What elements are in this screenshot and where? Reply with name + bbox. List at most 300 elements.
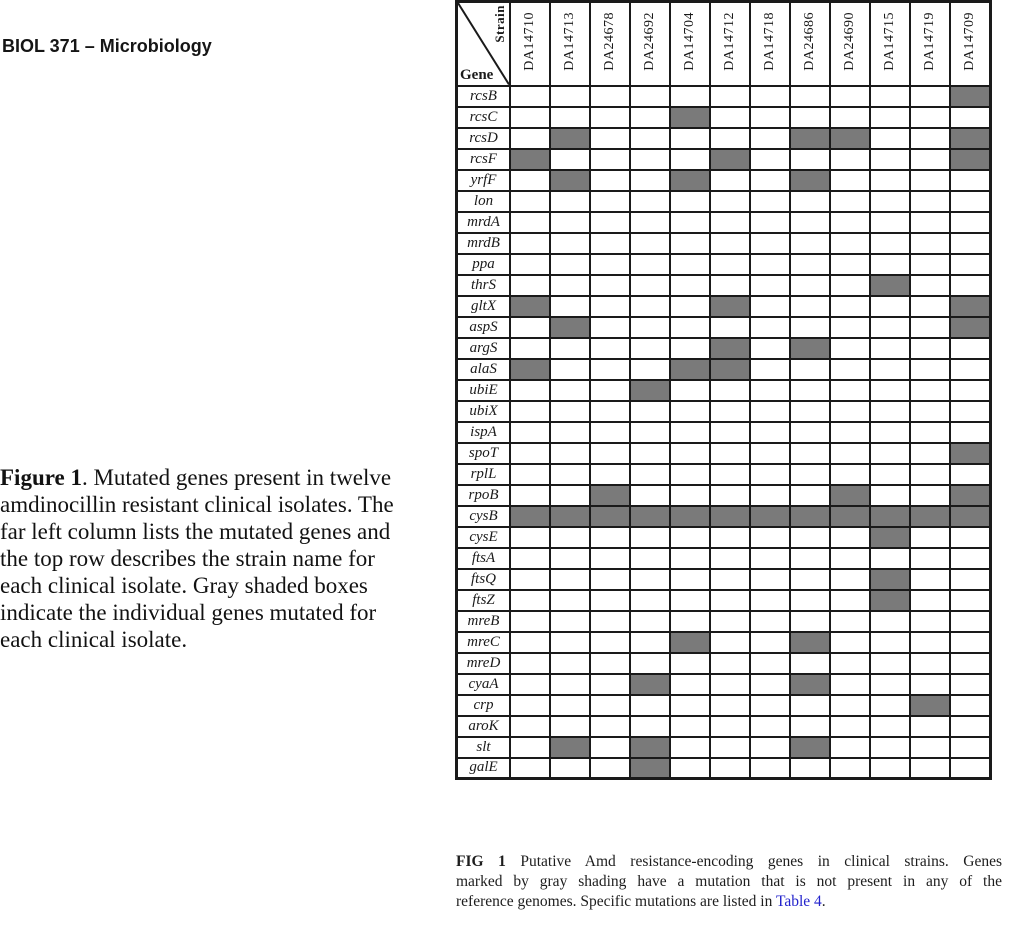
grid-cell	[910, 590, 950, 611]
mutated-cell	[630, 506, 670, 527]
grid-cell	[950, 212, 991, 233]
mutated-cell	[630, 758, 670, 779]
grid-cell	[710, 191, 750, 212]
grid-cell	[870, 443, 910, 464]
grid-cell	[750, 380, 790, 401]
gene-row-ubiE	[457, 380, 991, 401]
fig1-caption-text: reference genomes. Specific mutations are listed in	[456, 893, 776, 910]
strain-label: DA24692	[642, 11, 657, 71]
grid-cell	[910, 212, 950, 233]
grid-cell	[910, 485, 950, 506]
grid-cell	[910, 170, 950, 191]
gene-label: galE	[457, 758, 511, 779]
grid-cell	[830, 86, 870, 107]
grid-cell	[590, 191, 630, 212]
grid-cell	[550, 296, 590, 317]
grid-cell	[910, 758, 950, 779]
grid-cell	[590, 233, 630, 254]
grid-cell	[670, 149, 710, 170]
grid-cell	[670, 443, 710, 464]
grid-cell	[750, 170, 790, 191]
grid-cell	[630, 695, 670, 716]
grid-cell	[950, 275, 991, 296]
mutated-cell	[590, 485, 630, 506]
grid-body	[457, 86, 991, 779]
strain-header-DA14712	[710, 2, 750, 86]
mutated-cell	[790, 674, 830, 695]
grid-cell	[950, 401, 991, 422]
grid-cell	[830, 716, 870, 737]
gene-row-cyaA	[457, 674, 991, 695]
gene-row-cysE	[457, 527, 991, 548]
grid-cell	[710, 380, 750, 401]
grid-cell	[630, 548, 670, 569]
grid-cell	[910, 527, 950, 548]
grid-cell	[670, 254, 710, 275]
grid-cell	[550, 149, 590, 170]
grid-cell	[510, 422, 550, 443]
gene-label: slt	[457, 737, 511, 758]
grid-cell	[550, 275, 590, 296]
mutated-cell	[750, 506, 790, 527]
strain-header-DA24686	[790, 2, 830, 86]
grid-cell	[710, 590, 750, 611]
mutated-cell	[630, 737, 670, 758]
grid-cell	[510, 737, 550, 758]
grid-cell	[830, 611, 870, 632]
grid-cell	[670, 737, 710, 758]
grid-cell	[910, 422, 950, 443]
grid-cell	[910, 653, 950, 674]
grid-header	[457, 2, 991, 86]
grid-cell	[550, 233, 590, 254]
grid-cell	[950, 590, 991, 611]
grid-cell	[790, 233, 830, 254]
mutated-cell	[790, 737, 830, 758]
grid-cell	[710, 128, 750, 149]
grid-cell	[790, 443, 830, 464]
grid-cell	[910, 401, 950, 422]
mutated-cell	[550, 128, 590, 149]
grid-cell	[630, 590, 670, 611]
grid-cell	[870, 632, 910, 653]
mutated-cell	[710, 296, 750, 317]
grid-cell	[910, 380, 950, 401]
grid-cell	[910, 674, 950, 695]
grid-cell	[630, 212, 670, 233]
grid-cell	[790, 380, 830, 401]
gene-label: cyaA	[457, 674, 511, 695]
grid-cell	[910, 611, 950, 632]
mutated-cell	[910, 506, 950, 527]
figure-caption-label: Figure 1	[0, 465, 82, 490]
grid-cell	[590, 317, 630, 338]
grid-cell	[670, 191, 710, 212]
grid-cell	[550, 422, 590, 443]
grid-cell	[590, 674, 630, 695]
grid-cell	[630, 86, 670, 107]
strain-header-DA14713	[550, 2, 590, 86]
grid-cell	[670, 716, 710, 737]
grid-cell	[870, 86, 910, 107]
grid-cell	[870, 653, 910, 674]
gene-label: argS	[457, 338, 511, 359]
strain-header-DA14704	[670, 2, 710, 86]
grid-cell	[950, 107, 991, 128]
grid-cell	[550, 632, 590, 653]
grid-cell	[630, 464, 670, 485]
gene-row-ppa	[457, 254, 991, 275]
gene-row-ubiX	[457, 401, 991, 422]
gene-label: ftsQ	[457, 569, 511, 590]
grid-cell	[910, 191, 950, 212]
gene-label: aroK	[457, 716, 511, 737]
grid-cell	[670, 233, 710, 254]
grid-cell	[750, 401, 790, 422]
corner-strain-label: Strain	[492, 5, 507, 43]
mutated-cell	[670, 632, 710, 653]
strain-header-DA24690	[830, 2, 870, 86]
grid-cell	[870, 338, 910, 359]
mutated-cell	[830, 506, 870, 527]
gene-label: mrdB	[457, 233, 511, 254]
grid-cell	[630, 359, 670, 380]
grid-cell	[790, 296, 830, 317]
grid-cell	[590, 464, 630, 485]
grid-cell	[670, 128, 710, 149]
gene-label: mreB	[457, 611, 511, 632]
mutated-cell	[790, 128, 830, 149]
mutated-cell	[670, 359, 710, 380]
fig1-caption-line	[456, 892, 1002, 912]
gene-row-rcsB	[457, 86, 991, 107]
grid-cell	[590, 338, 630, 359]
grid-cell	[910, 128, 950, 149]
grid-cell	[950, 464, 991, 485]
gene-label: crp	[457, 695, 511, 716]
grid-cell	[710, 737, 750, 758]
grid-cell	[630, 107, 670, 128]
grid-cell	[750, 443, 790, 464]
grid-cell	[590, 611, 630, 632]
grid-cell	[590, 128, 630, 149]
grid-cell	[950, 380, 991, 401]
grid-cell	[950, 569, 991, 590]
grid-cell	[710, 548, 750, 569]
grid-cell	[750, 569, 790, 590]
mutated-cell	[830, 128, 870, 149]
mutated-cell	[870, 590, 910, 611]
grid-cell	[670, 758, 710, 779]
grid-cell	[950, 737, 991, 758]
grid-cell	[670, 548, 710, 569]
grid-cell	[830, 296, 870, 317]
grid-cell	[630, 170, 670, 191]
grid-cell	[750, 695, 790, 716]
grid-cell	[590, 758, 630, 779]
grid-cell	[910, 233, 950, 254]
grid-cell	[870, 359, 910, 380]
grid-cell	[910, 716, 950, 737]
gene-row-rcsC	[457, 107, 991, 128]
grid-cell	[550, 443, 590, 464]
strain-label: DA14718	[762, 11, 777, 71]
grid-cell	[510, 86, 550, 107]
figure-caption	[0, 464, 394, 653]
grid-cell	[750, 653, 790, 674]
grid-cell	[550, 107, 590, 128]
gene-row-mrdA	[457, 212, 991, 233]
figure-caption-line: Figure 1. Mutated genes present in twelve	[0, 465, 392, 490]
grid-cell	[750, 275, 790, 296]
mutated-cell	[670, 506, 710, 527]
grid-cell	[510, 170, 550, 191]
grid-cell	[830, 338, 870, 359]
mutated-cell	[950, 149, 991, 170]
gene-label: ispA	[457, 422, 511, 443]
grid-cell	[870, 485, 910, 506]
gene-label: thrS	[457, 275, 511, 296]
grid-cell	[870, 233, 910, 254]
gene-row-aspS	[457, 317, 991, 338]
gene-label: rpoB	[457, 485, 511, 506]
grid-cell	[790, 695, 830, 716]
grid-cell	[750, 86, 790, 107]
gene-label: ubiE	[457, 380, 511, 401]
grid-cell	[950, 422, 991, 443]
gene-label: ftsZ	[457, 590, 511, 611]
grid-cell	[550, 674, 590, 695]
grid-cell	[630, 338, 670, 359]
grid-cell	[630, 569, 670, 590]
grid-cell	[630, 317, 670, 338]
grid-cell	[510, 590, 550, 611]
grid-cell	[710, 317, 750, 338]
grid-cell	[910, 632, 950, 653]
grid-cell	[950, 170, 991, 191]
strain-label: DA14713	[562, 11, 577, 71]
grid-cell	[710, 254, 750, 275]
mutated-cell	[870, 569, 910, 590]
course-header: BIOL 371 – Microbiology	[2, 36, 212, 56]
fig1-caption-line	[456, 852, 1002, 872]
grid-cell	[550, 695, 590, 716]
grid-cell	[670, 86, 710, 107]
grid-cell	[870, 758, 910, 779]
grid-cell	[510, 548, 550, 569]
grid-cell	[950, 254, 991, 275]
grid-cell	[830, 170, 870, 191]
gene-row-slt	[457, 737, 991, 758]
mutated-cell	[670, 170, 710, 191]
grid-cell	[950, 338, 991, 359]
grid-cell	[550, 485, 590, 506]
grid-cell	[830, 737, 870, 758]
gene-label: gltX	[457, 296, 511, 317]
grid-cell	[950, 716, 991, 737]
mutated-cell	[710, 506, 750, 527]
grid-cell	[950, 695, 991, 716]
grid-cell	[550, 191, 590, 212]
gene-row-rpoB	[457, 485, 991, 506]
grid-cell	[950, 548, 991, 569]
grid-cell	[510, 527, 550, 548]
grid-cell	[870, 128, 910, 149]
grid-cell	[870, 149, 910, 170]
grid-cell	[510, 674, 550, 695]
grid-cell	[750, 485, 790, 506]
grid-cell	[710, 716, 750, 737]
grid-cell	[510, 653, 550, 674]
fig1-caption-text: Putative Amd resistance-encoding genes in clinical strains. Genes	[505, 853, 1002, 870]
grid-cell	[870, 674, 910, 695]
grid-cell	[510, 464, 550, 485]
grid-cell	[750, 527, 790, 548]
grid-cell	[910, 737, 950, 758]
grid-cell	[670, 527, 710, 548]
grid-cell	[870, 380, 910, 401]
grid-cell	[510, 611, 550, 632]
grid-cell	[630, 401, 670, 422]
grid-cell	[510, 212, 550, 233]
grid-cell	[550, 653, 590, 674]
grid-cell	[790, 86, 830, 107]
grid-cell	[750, 548, 790, 569]
grid-cell	[710, 212, 750, 233]
figure-caption-line: each clinical isolate.	[0, 627, 188, 652]
grid-cell	[550, 527, 590, 548]
grid-cell	[910, 338, 950, 359]
grid-cell	[790, 254, 830, 275]
gene-label: ftsA	[457, 548, 511, 569]
grid-cell	[630, 716, 670, 737]
grid-cell	[870, 422, 910, 443]
grid-cell	[670, 380, 710, 401]
grid-cell	[950, 233, 991, 254]
grid-cell	[590, 86, 630, 107]
gene-row-alaS	[457, 359, 991, 380]
mutated-cell	[870, 506, 910, 527]
gene-label: ppa	[457, 254, 511, 275]
grid-cell	[870, 464, 910, 485]
grid-cell	[750, 758, 790, 779]
strain-label: DA24690	[842, 11, 857, 71]
grid-cell	[710, 464, 750, 485]
mutated-cell	[670, 107, 710, 128]
figure-caption-line: the top row describes the strain name for	[0, 546, 375, 571]
grid-cell	[710, 401, 750, 422]
grid-cell	[750, 212, 790, 233]
grid-cell	[910, 317, 950, 338]
grid-cell	[590, 149, 630, 170]
strain-label: DA14715	[882, 11, 897, 71]
grid-cell	[710, 695, 750, 716]
grid-cell	[630, 191, 670, 212]
gene-row-cysB	[457, 506, 991, 527]
grid-cell	[830, 107, 870, 128]
grid-cell	[550, 86, 590, 107]
grid-cell	[950, 359, 991, 380]
grid-cell	[750, 464, 790, 485]
grid-cell	[830, 275, 870, 296]
grid-cell	[630, 275, 670, 296]
grid-cell	[510, 191, 550, 212]
grid-cell	[670, 485, 710, 506]
gene-row-mrdB	[457, 233, 991, 254]
grid-cell	[710, 86, 750, 107]
grid-cell	[830, 233, 870, 254]
strain-header-DA14718	[750, 2, 790, 86]
grid-cell	[910, 464, 950, 485]
grid-cell	[510, 275, 550, 296]
gene-label: mreC	[457, 632, 511, 653]
grid-cell	[510, 632, 550, 653]
grid-cell	[790, 758, 830, 779]
grid-cell	[830, 632, 870, 653]
grid-cell	[750, 149, 790, 170]
grid-cell	[590, 380, 630, 401]
grid-cell	[710, 527, 750, 548]
grid-cell	[630, 443, 670, 464]
grid-cell	[630, 422, 670, 443]
grid-cell	[870, 254, 910, 275]
grid-cell	[510, 569, 550, 590]
grid-cell	[630, 233, 670, 254]
gene-label: rcsB	[457, 86, 511, 107]
grid-cell	[750, 107, 790, 128]
grid-cell	[510, 107, 550, 128]
mutated-cell	[950, 128, 991, 149]
grid-cell	[830, 317, 870, 338]
grid-cell	[790, 212, 830, 233]
mutated-cell	[710, 359, 750, 380]
strain-label: DA24686	[802, 11, 817, 71]
grid-cell	[790, 716, 830, 737]
grid-cell	[710, 275, 750, 296]
gene-label: rcsF	[457, 149, 511, 170]
grid-cell	[750, 233, 790, 254]
mutated-cell	[630, 380, 670, 401]
mutated-cell	[510, 296, 550, 317]
grid-cell	[590, 443, 630, 464]
grid-cell	[550, 758, 590, 779]
grid-cell	[830, 758, 870, 779]
grid-cell	[910, 254, 950, 275]
strain-header-DA14709	[950, 2, 991, 86]
grid-cell	[870, 737, 910, 758]
mutated-cell	[870, 275, 910, 296]
grid-cell	[590, 569, 630, 590]
grid-cell	[750, 317, 790, 338]
grid-cell	[750, 716, 790, 737]
grid-cell	[590, 275, 630, 296]
mutated-cell	[630, 674, 670, 695]
strain-label: DA14704	[682, 11, 697, 71]
grid-cell	[950, 758, 991, 779]
table4-link[interactable]: Table 4	[775, 893, 822, 910]
grid-cell	[830, 590, 870, 611]
grid-cell	[910, 548, 950, 569]
grid-cell	[590, 590, 630, 611]
grid-cell	[510, 233, 550, 254]
grid-cell	[830, 380, 870, 401]
strain-header-DA24692	[630, 2, 670, 86]
grid-cell	[710, 611, 750, 632]
gene-row-rcsD	[457, 128, 991, 149]
gene-label: rplL	[457, 464, 511, 485]
grid-cell	[790, 422, 830, 443]
grid-cell	[790, 191, 830, 212]
